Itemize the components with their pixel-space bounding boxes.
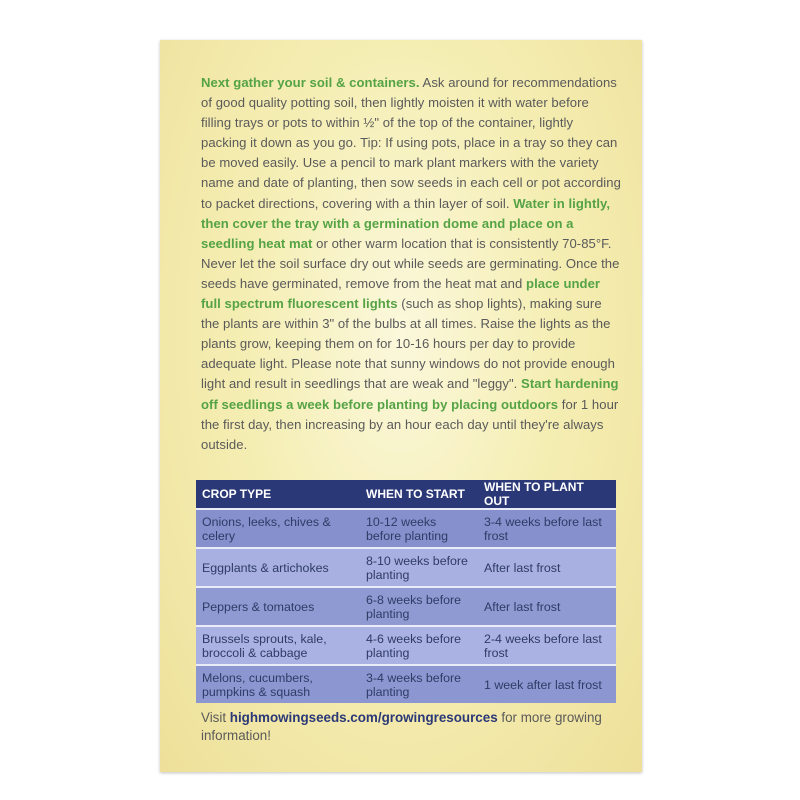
instructions-text-3: (such as shop lights), making sure the plants are within 3" of the bulbs at all times. Raise the lights as the plants grow, keeping them on for 10-16 hours per day to provide adequate light. Please note that sunny windows do not provide enough light and result in seedlings that are weak and "leggy". [201,296,615,392]
website-link[interactable]: highmowingseeds.com/growingresources [229,710,498,725]
instructions-text-2: or other warm location that is consistently 70-85°F. Never let the soil surface dry out while seeds are germinating. Once the seeds have germinated, remove from the heat mat and [201,235,620,291]
when-to-plant-out-cell: 2-4 weeks before last frost [478,626,616,665]
instructions-paragraph [201,73,621,455]
when-to-start-cell: 4-6 weeks before planting [360,626,478,665]
table-header-row [196,480,616,509]
crop-type-cell: Brussels sprouts, kale, broccoli & cabbage [196,626,360,665]
crop-type-cell: Melons, cucumbers, pumpkins & squash [196,665,360,703]
table-row [196,587,616,626]
crop-type-cell: Peppers & tomatoes [196,587,360,626]
when-to-plant-out-cell: After last frost [478,587,616,626]
instructions-text-4: for 1 hour the first day, then increasing by an hour each day until they're always outside. [201,396,619,452]
highlight-soil-containers: Next gather your soil & containers. [201,75,420,90]
when-to-start-cell: 8-10 weeks before planting [360,548,478,587]
table-row [196,548,616,587]
when-to-plant-out-cell: 1 week after last frost [478,665,616,703]
highlight-water-germination: Water in lightly, then cover the tray with a germination dome and place on a seedling heat mat [201,195,611,251]
when-to-plant-out-cell: After last frost [478,548,616,587]
crop-type-cell: Eggplants & artichokes [196,548,360,587]
when-to-plant-out-cell: 3-4 weeks before last frost [478,509,616,548]
footer-post-text: for more growing information! [201,710,602,743]
header-when-to-plant-out: WHEN TO PLANT OUT [478,480,616,509]
header-when-to-start: WHEN TO START [360,480,478,509]
footer-note [201,709,621,745]
highlight-hardening-off: Start hardening off seedlings a week before planting by placing outdoors [201,376,619,412]
highlight-fluorescent-lights: place under full spectrum fluorescent lights [201,275,601,312]
seed-packet-card [160,40,642,772]
footer-pre-text: Visit [201,710,230,725]
table-row [196,509,616,548]
when-to-start-cell: 6-8 weeks before planting [360,587,478,626]
instructions-text-1: Ask around for recommendations of good quality potting soil, then lightly moisten it with water before filling trays or pots to within ½" of the top of the container, lightly packing it down as you go. Tip: If using pots, place in a tray so they can be moved easily. Use a pencil to mark plant markers with the variety name and date of planting, then sow seeds in each cell or pot according to packet directions, covering with a thin layer of soil. [201,75,621,211]
when-to-start-cell: 3-4 weeks before planting [360,665,478,703]
table-row [196,626,616,665]
crop-type-cell: Onions, leeks, chives & celery [196,509,360,548]
crop-schedule-table [196,480,616,703]
header-crop-type: CROP TYPE [196,480,360,509]
when-to-start-cell: 10-12 weeks before planting [360,509,478,548]
table-row [196,665,616,703]
